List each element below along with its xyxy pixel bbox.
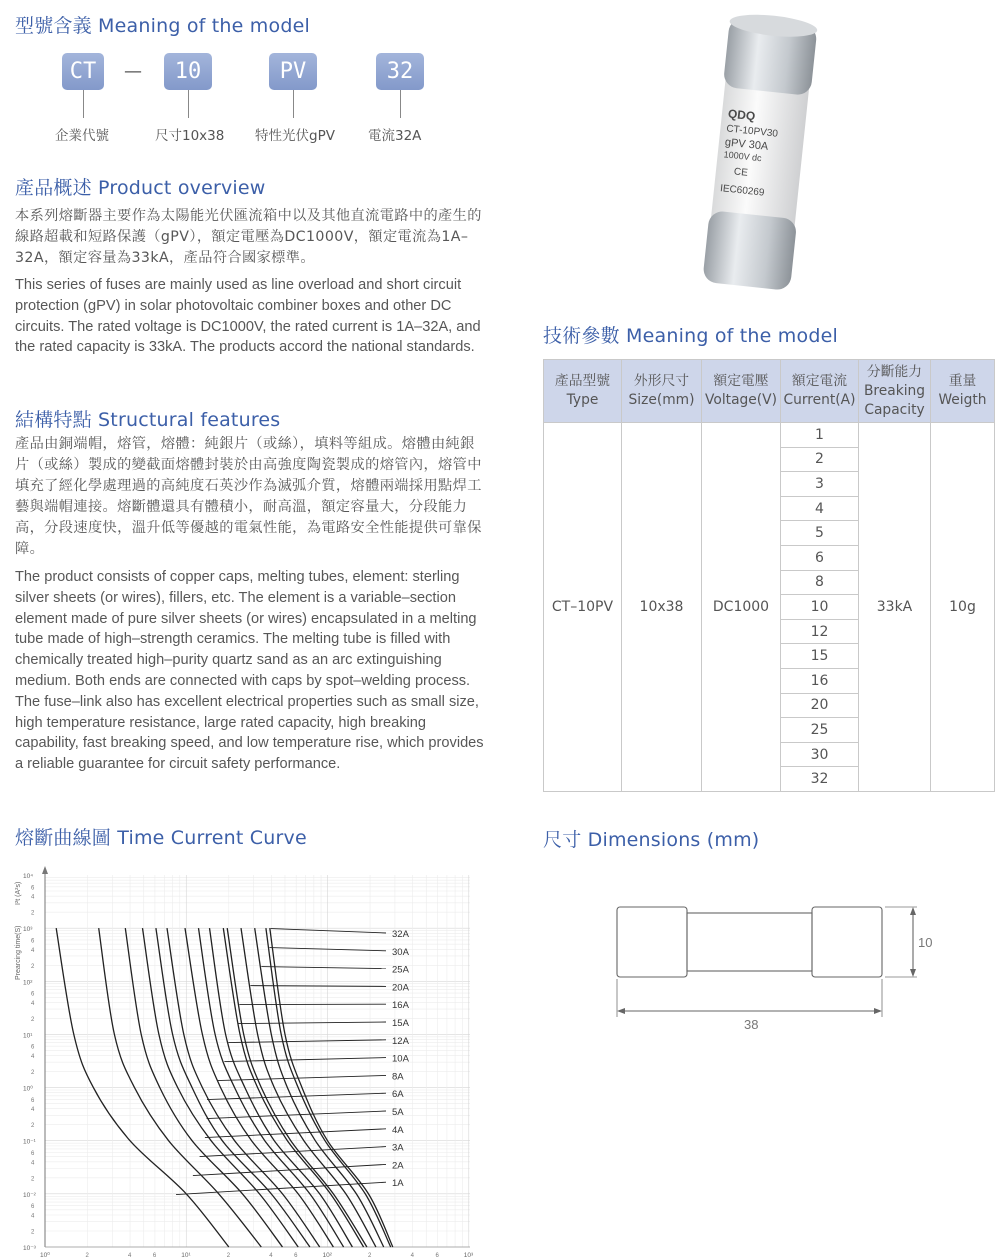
overview-text-en: This series of fuses are mainly used as line overload and short circuit protection (gPV) in solar photovoltaic combiner boxes and other DC circuits. The rated voltage is DC1000V, the rated current is 1A–32A, and the rated capacity is 33kA. The products accord the national standards. bbox=[15, 277, 481, 356]
label-leader-line bbox=[205, 1129, 386, 1138]
curve-label-10A: 10A bbox=[392, 1053, 409, 1065]
time-current-chart bbox=[10, 865, 480, 1259]
code-box-pv: PV bbox=[269, 53, 317, 90]
cell-current: 30 bbox=[781, 742, 859, 767]
label-leader-line bbox=[224, 1058, 386, 1062]
x-minor-tick-label: 4 bbox=[269, 1253, 273, 1259]
y-minor-tick-label: 6 bbox=[31, 885, 35, 892]
y-tick-label: 10⁻³ bbox=[23, 1245, 36, 1252]
fuse-print-voltage: 1000V dc bbox=[723, 149, 763, 164]
curve-label-5A: 5A bbox=[392, 1107, 404, 1118]
col-header-current: 額定電流 Current(A) bbox=[781, 360, 859, 423]
curve-label-32A: 32A bbox=[392, 929, 409, 940]
curve-label-1A: 1A bbox=[392, 1178, 404, 1190]
code-connector-line bbox=[400, 90, 401, 118]
x-minor-tick-label: 2 bbox=[85, 1253, 89, 1259]
x-minor-tick-label: 4 bbox=[128, 1253, 132, 1259]
cell-current: 10 bbox=[781, 595, 859, 620]
cell-current: 4 bbox=[781, 496, 859, 521]
curve-label-16A: 16A bbox=[392, 1000, 409, 1012]
x-minor-tick-label: 4 bbox=[410, 1253, 414, 1259]
model-meaning-heading: 型號含義 Meaning of the model bbox=[15, 15, 310, 37]
tech-heading: 技術參數 Meaning of the model bbox=[543, 325, 838, 347]
cell-current: 5 bbox=[781, 521, 859, 546]
label-leader-line bbox=[217, 1075, 386, 1080]
fuse-product-image bbox=[680, 8, 820, 298]
chart-labels bbox=[176, 929, 410, 1195]
x-minor-tick-label: 2 bbox=[368, 1253, 372, 1259]
fuse-print-rating: gPV 30A bbox=[724, 136, 769, 153]
y-minor-tick-label: 2 bbox=[31, 1016, 35, 1023]
fuse-print-ce: CE bbox=[733, 166, 749, 179]
y-minor-tick-label: 4 bbox=[31, 1000, 35, 1007]
y-minor-tick-label: 4 bbox=[31, 1054, 35, 1061]
y-minor-tick-label: 4 bbox=[31, 1107, 35, 1114]
overview-text-cn: 本系列熔斷器主要作為太陽能光伏匯流箱中以及其他直流電路中的產生的線路超載和短路保護（gPV），額定電壓為DC1000V，額定電流為1A–32A，額定容量為33kA，產品符合國家標準。 bbox=[15, 208, 482, 266]
x-tick-label: 10² bbox=[322, 1252, 332, 1259]
code-label-size: 尺寸10x38 bbox=[155, 128, 225, 144]
y-minor-tick-label: 6 bbox=[31, 1151, 35, 1158]
structure-text-en: The product consists of copper caps, melting tubes, element: sterling silver sheets (or wires), fillers, etc. The element is a variable–section element made of pure silver sheets (or wires) encapsulated in a melting tube made of high–strength ceramics. The melting tube is filled with chemically treated high–purity quartz sand as an arc extinguishing medium. Both ends are connected with caps by spot–welding process. The fuse–link also has excellent electrical properties such as small size, high temperature resistance, large rated capacity, high breaking capability, fast breaking speed, and low temperature rise, which provides a reliable guarantee for circuit safety performance. bbox=[15, 569, 484, 773]
curve-label-12A: 12A bbox=[392, 1035, 409, 1047]
y-minor-tick-label: 2 bbox=[31, 1229, 35, 1236]
y-minor-tick-label: 6 bbox=[31, 1204, 35, 1211]
y-minor-tick-label: 2 bbox=[31, 1123, 35, 1130]
cell-current: 15 bbox=[781, 644, 859, 669]
overview-heading: 產品概述 Product overview bbox=[15, 177, 266, 199]
y-minor-tick-label: 4 bbox=[31, 1213, 35, 1220]
y-axis-arrow bbox=[42, 866, 48, 874]
cell-current: 3 bbox=[781, 472, 859, 497]
cell-weight: 10g bbox=[931, 423, 995, 792]
x-minor-tick-label: 6 bbox=[294, 1253, 298, 1259]
x-tick-label: 10³ bbox=[463, 1252, 474, 1259]
curve-label-20A: 20A bbox=[392, 982, 409, 994]
y-minor-tick-label: 2 bbox=[31, 910, 35, 917]
dim-left-cap bbox=[617, 907, 687, 977]
y-minor-tick-label: 6 bbox=[31, 938, 35, 945]
cell-current: 2 bbox=[781, 447, 859, 472]
cell-type: CT–10PV bbox=[544, 423, 622, 792]
code-connector-line bbox=[188, 90, 189, 118]
y-minor-tick-label: 2 bbox=[31, 963, 35, 970]
cell-capacity: 33kA bbox=[859, 423, 931, 792]
dimension-drawing bbox=[605, 895, 945, 1045]
y-tick-label: 10⁻² bbox=[23, 1191, 36, 1199]
dim-diameter-label: 10 bbox=[918, 935, 933, 950]
fuse-bottom-cap bbox=[702, 210, 797, 291]
y-tick-label: 10² bbox=[23, 979, 33, 987]
y-minor-tick-label: 6 bbox=[31, 1097, 35, 1104]
cell-current: 25 bbox=[781, 718, 859, 743]
cell-current: 1 bbox=[781, 423, 859, 448]
code-connector-line bbox=[293, 90, 294, 118]
y-tick-label: 10⁻¹ bbox=[23, 1138, 36, 1146]
label-leader-line bbox=[207, 1093, 386, 1099]
y-tick-label: 10¹ bbox=[23, 1032, 33, 1040]
col-header-weight: 重量 Weigth bbox=[931, 360, 995, 423]
dim-length-label: 38 bbox=[744, 1017, 759, 1032]
curve-label-30A: 30A bbox=[392, 946, 409, 958]
y-minor-tick-label: 4 bbox=[31, 947, 35, 954]
fuse-brand: QDQ bbox=[727, 106, 756, 124]
y-minor-tick-label: 2 bbox=[31, 1176, 35, 1183]
structure-text-cn: 產品由銅端帽，熔管，熔體：純銀片（或絲），填料等組成。熔體由純銀片（或絲）製成的變截面熔體封裝於由高強度陶瓷製成的熔管內，熔管中填充了經化學處理過的高純度石英沙作為滅弧介質，熔體兩端採用點焊工藝與端帽連接。熔斷體還具有體積小，耐高溫，額定容量大，分段能力高，分段速度快，溫升低等優越的電氣性能，為電路安全性能提供可靠保障。 bbox=[15, 436, 482, 557]
cell-voltage: DC1000 bbox=[702, 423, 781, 792]
cell-current: 12 bbox=[781, 619, 859, 644]
col-header-size: 外形尺寸 Size(mm) bbox=[622, 360, 702, 423]
code-box-size: 10 bbox=[164, 53, 212, 90]
code-dash: — bbox=[124, 61, 142, 82]
chart-y-label-secondary: I²t (A²s) bbox=[15, 881, 22, 905]
cell-current: 32 bbox=[781, 767, 859, 792]
spec-table bbox=[543, 359, 995, 792]
y-minor-tick-label: 4 bbox=[31, 894, 35, 901]
dimensions-heading: 尺寸 Dimensions (mm) bbox=[543, 829, 760, 851]
y-minor-tick-label: 4 bbox=[31, 1160, 35, 1167]
cell-current: 6 bbox=[781, 545, 859, 570]
code-label-current: 電流32A bbox=[368, 128, 422, 144]
col-header-capacity: 分斷能力 Breaking Capacity bbox=[859, 360, 931, 423]
x-minor-tick-label: 2 bbox=[226, 1253, 231, 1259]
code-connector-line bbox=[83, 90, 84, 118]
y-minor-tick-label: 6 bbox=[31, 991, 35, 998]
curve-label-15A: 15A bbox=[392, 1018, 409, 1029]
fuse-print-standard: IEC60269 bbox=[719, 183, 765, 199]
curve-label-25A: 25A bbox=[392, 964, 409, 976]
fuse-print-model: CT-10PV30 bbox=[725, 123, 779, 140]
x-minor-tick-label: 6 bbox=[435, 1253, 439, 1259]
y-tick-label: 10⁰ bbox=[23, 1085, 33, 1093]
structure-heading: 結構特點 Structural features bbox=[15, 409, 281, 431]
curve-heading: 熔斷曲線圖 Time Current Curve bbox=[15, 827, 307, 849]
code-box-ct: CT bbox=[62, 53, 104, 90]
x-tick-label: 10⁰ bbox=[40, 1252, 50, 1259]
chart-y-label: Prearcing time(S) bbox=[15, 925, 22, 980]
y-minor-tick-label: 2 bbox=[31, 1070, 35, 1077]
table-row bbox=[544, 423, 995, 448]
col-header-voltage: 額定電壓 Voltage(V) bbox=[702, 360, 781, 423]
label-leader-line bbox=[261, 967, 386, 969]
label-leader-line bbox=[193, 1164, 386, 1175]
x-tick-label: 10¹ bbox=[181, 1252, 191, 1259]
col-header-type: 產品型號 Type bbox=[544, 360, 622, 423]
dim-right-cap bbox=[812, 907, 882, 977]
code-box-current: 32 bbox=[376, 53, 424, 90]
cell-current: 16 bbox=[781, 668, 859, 693]
y-minor-tick-label: 6 bbox=[31, 1044, 35, 1051]
cell-size: 10x38 bbox=[622, 423, 702, 792]
curve-label-6A: 6A bbox=[392, 1089, 404, 1101]
code-label-company: 企業代號 bbox=[55, 128, 109, 144]
cell-current: 20 bbox=[781, 693, 859, 718]
table-header-row bbox=[544, 360, 995, 423]
code-label-characteristic: 特性光伏gPV bbox=[255, 128, 335, 144]
x-minor-tick-label: 6 bbox=[152, 1253, 157, 1259]
label-leader-line bbox=[228, 1040, 386, 1043]
dim-tube bbox=[687, 913, 812, 971]
cell-current: 8 bbox=[781, 570, 859, 595]
curve-label-3A: 3A bbox=[392, 1142, 404, 1154]
y-tick-label: 10⁴ bbox=[23, 873, 34, 880]
curve-label-2A: 2A bbox=[392, 1160, 404, 1172]
y-tick-label: 10³ bbox=[23, 926, 33, 934]
curve-label-8A: 8A bbox=[392, 1071, 404, 1083]
curve-label-4A: 4A bbox=[392, 1124, 404, 1136]
label-leader-line bbox=[238, 1022, 386, 1024]
